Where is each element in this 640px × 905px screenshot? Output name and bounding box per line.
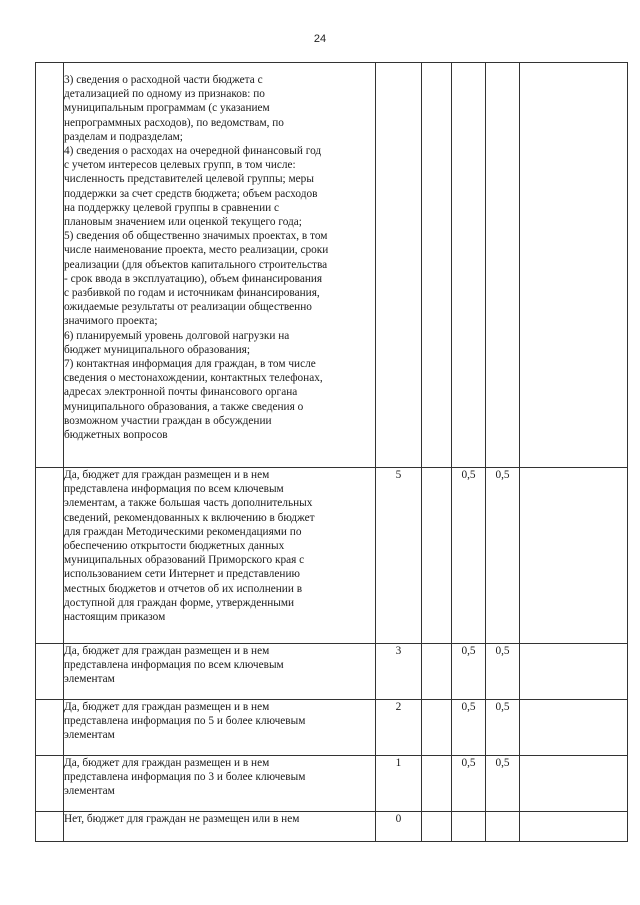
empty-cell: [520, 644, 628, 700]
empty-cell: [422, 644, 452, 700]
description-line: бюджет муниципального образования;: [64, 343, 250, 356]
score-cell: 3: [376, 644, 422, 700]
empty-cell: [520, 468, 628, 644]
table-row: [36, 756, 628, 812]
description-line: Да, бюджет для граждан размещен и в нем: [64, 645, 270, 657]
description-line: элементам, а также большая часть дополнительных: [64, 497, 313, 510]
index-cell: [36, 644, 64, 700]
empty-cell: [422, 700, 452, 756]
description-line: числе наименование проекта, место реализации, сроки: [64, 244, 329, 257]
weight-cell: [486, 63, 520, 468]
description-line: непрограммных расходов), по ведомствам, по: [64, 116, 284, 129]
description-line: с разбивкой по годам и источникам финансирования,: [64, 287, 320, 300]
score-cell: 5: [376, 468, 422, 644]
index-cell: [36, 468, 64, 644]
description-line: элементам: [64, 785, 115, 798]
description-line: Да, бюджет для граждан размещен и в нем: [64, 757, 270, 769]
empty-cell: [520, 756, 628, 812]
description-line: Да, бюджет для граждан размещен и в нем: [64, 701, 270, 713]
table-row: [36, 644, 628, 700]
description-line: на поддержку целевой группы в сравнении с: [64, 201, 279, 214]
description-line: муниципального образования, а также сведения о: [64, 400, 304, 413]
empty-cell: [422, 756, 452, 812]
description-line: - срок ввода в эксплуатацию), объем финансирования: [64, 272, 323, 285]
description-cell: [64, 700, 376, 756]
empty-cell: [520, 812, 628, 842]
weight-cell: [486, 812, 520, 842]
description-line: 6) планируемый уровень долговой нагрузки на: [64, 329, 290, 342]
empty-cell: [422, 468, 452, 644]
description-line: с учетом интересов целевых групп, в том числе:: [64, 159, 296, 172]
empty-cell: [422, 63, 452, 468]
table-row: [36, 468, 628, 644]
index-cell: [36, 700, 64, 756]
description-line: детализацией по одному из признаков: по: [64, 88, 265, 101]
description-line: сведений, рекомендованных к включению в бюджет: [64, 511, 315, 524]
description-line: Нет, бюджет для граждан не размещен или в нем: [64, 813, 300, 825]
description-cell: [64, 468, 376, 644]
description-line: поддержки за счет средств бюджета; объем расходов: [64, 187, 318, 200]
description-line: разделам и подразделам;: [64, 130, 183, 143]
weight-cell: 0,5: [486, 468, 520, 644]
description-line: 5) сведения об общественно значимых проектах, в том: [64, 230, 328, 243]
description-line: муниципальным программам (с указанием: [64, 102, 270, 115]
description-line: 3) сведения о расходной части бюджета с: [64, 74, 263, 86]
description-line: элементам: [64, 673, 115, 686]
page-number: 24: [313, 33, 327, 45]
description-line: настоящим приказом: [64, 611, 166, 624]
weight-cell: [452, 812, 486, 842]
description-line: 7) контактная информация для граждан, в том числе: [64, 358, 316, 371]
description-line: представлена информация по 5 и более ключевым: [64, 715, 306, 728]
description-line: Да, бюджет для граждан размещен и в нем: [64, 469, 270, 481]
description-line: элементам: [64, 729, 115, 742]
weight-cell: 0,5: [452, 468, 486, 644]
description-line: доступной для граждан форме, утвержденными: [64, 596, 295, 609]
description-line: возможном участии граждан в обсуждении: [64, 414, 272, 427]
weight-cell: 0,5: [486, 756, 520, 812]
weight-cell: [452, 63, 486, 468]
description-line: представлена информация по 3 и более ключевым: [64, 771, 306, 784]
index-cell: [36, 63, 64, 468]
table-row: [36, 812, 628, 842]
criteria-table: [35, 62, 628, 842]
description-line: представлена информация по всем ключевым: [64, 659, 284, 672]
empty-cell: [520, 63, 628, 468]
description-line: сведения о местонахождении, контактных телефонах,: [64, 372, 323, 385]
index-cell: [36, 756, 64, 812]
description-line: ожидаемые результаты от реализации общественно: [64, 301, 312, 314]
description-line: обеспечению открытости бюджетных данных: [64, 540, 285, 553]
description-line: адресах электронной почты финансового органа: [64, 386, 298, 399]
description-line: муниципальных образований Приморского края с: [64, 554, 305, 567]
weight-cell: 0,5: [452, 756, 486, 812]
table-row: [36, 63, 628, 468]
weight-cell: 0,5: [486, 700, 520, 756]
weight-cell: 0,5: [486, 644, 520, 700]
empty-cell: [422, 812, 452, 842]
description-cell: [64, 812, 376, 842]
table-row: [36, 700, 628, 756]
empty-cell: [520, 700, 628, 756]
description-line: использованием сети Интернет и представлению: [64, 568, 300, 581]
weight-cell: 0,5: [452, 644, 486, 700]
weight-cell: 0,5: [452, 700, 486, 756]
score-cell: [376, 63, 422, 468]
description-cell: [64, 644, 376, 700]
description-line: бюджетных вопросов: [64, 429, 168, 442]
description-line: значимого проекта;: [64, 315, 158, 328]
description-line: плановым значением или оценкой текущего года;: [64, 216, 302, 229]
index-cell: [36, 812, 64, 842]
score-cell: 1: [376, 756, 422, 812]
description-line: численность представителей целевой группы; меры: [64, 173, 314, 186]
description-line: представлена информация по всем ключевым: [64, 483, 284, 496]
description-line: 4) сведения о расходах на очередной финансовый год: [64, 145, 322, 158]
description-cell: [64, 63, 376, 468]
score-cell: 0: [376, 812, 422, 842]
score-cell: 2: [376, 700, 422, 756]
description-line: реализации (для объектов капитального строительства: [64, 258, 328, 271]
description-cell: [64, 756, 376, 812]
description-line: для граждан Методическими рекомендациями по: [64, 525, 302, 538]
description-line: местных бюджетов и отчетов об их исполнении в: [64, 582, 303, 595]
